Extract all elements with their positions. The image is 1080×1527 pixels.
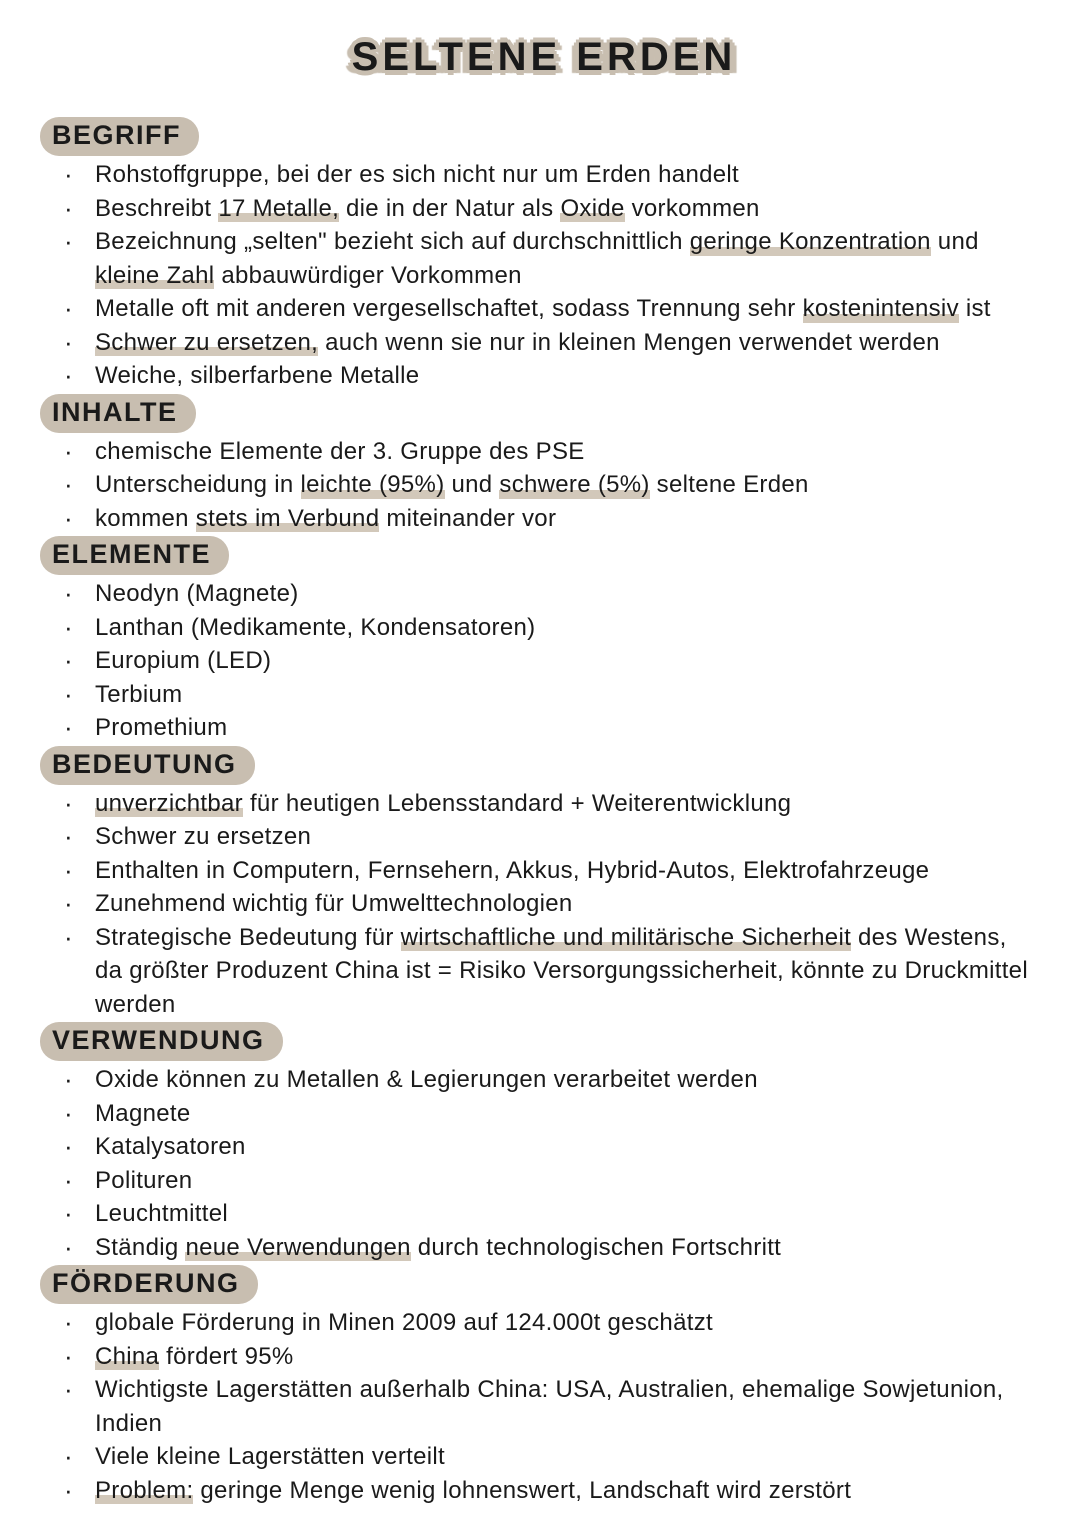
bullet-item: [48, 1097, 1040, 1131]
underlined-text: unverzichtbar: [95, 789, 243, 817]
text-segment: seltene Erden: [649, 471, 809, 498]
bullet-text: [95, 614, 535, 641]
text-segment: Wichtigste Lagerstätten außerhalb China: USA, Australien, ehemalige Sowjetunion, Indien: [95, 1376, 1004, 1437]
bullet-text: [95, 438, 585, 465]
text-segment: Ständig: [95, 1233, 186, 1261]
section-header: BEGRIFF: [40, 117, 199, 156]
bullet-item: [48, 644, 1040, 678]
bullet-item: [48, 1164, 1040, 1198]
bullet-item: [48, 1440, 1040, 1474]
text-segment: Viele kleine Lagerstätten verteilt: [95, 1443, 445, 1470]
bullet-dot-icon: ·: [64, 712, 73, 742]
bullet-item: [48, 820, 1040, 854]
bullet-dot-icon: ·: [64, 1198, 73, 1228]
text-segment: Strategische Bedeutung für: [95, 923, 401, 951]
text-segment: auch wenn sie nur in kleinen Mengen verwendet werden: [318, 328, 940, 356]
text-segment: Katalysatoren: [95, 1133, 246, 1160]
bullet-item: [48, 611, 1040, 645]
underlined-text: wirtschaftliche und militärische Sicherheit: [400, 923, 852, 951]
bullet-list: [48, 577, 1040, 745]
bullet-item: [48, 577, 1040, 611]
bullet-item: [48, 787, 1040, 821]
bullet-dot-icon: ·: [64, 854, 73, 885]
bullet-dot-icon: ·: [64, 578, 73, 608]
bullet-text: [95, 195, 760, 223]
underlined-text: China: [95, 1342, 160, 1370]
bullet-text: [95, 790, 791, 818]
bullet-text: [95, 890, 573, 917]
bullet-text: [95, 924, 1028, 1018]
bullet-dot-icon: ·: [64, 1164, 73, 1195]
text-segment: Bezeichnung „selten" bezieht sich auf durchschnittlich: [95, 228, 690, 255]
text-segment: vorkommen: [624, 194, 760, 222]
page-title: SELTENE ERDEN: [351, 35, 737, 79]
bullet-dot-icon: ·: [64, 1340, 73, 1371]
bullet-text: [95, 1133, 246, 1160]
text-segment: geringe Menge wenig lohnenswert, Landschaft wird zerstört: [193, 1476, 852, 1504]
bullet-dot-icon: ·: [64, 1374, 73, 1404]
section-bedeutung: [48, 745, 1040, 1022]
bullet-item: [48, 292, 1040, 326]
underlined-text: 17 Metalle,: [218, 194, 340, 222]
bullet-dot-icon: ·: [64, 1441, 73, 1471]
bullet-item: [48, 225, 1040, 292]
underlined-text: Problem:: [95, 1476, 194, 1504]
underlined-text: kleine Zahl: [95, 261, 215, 289]
bullet-item: [48, 854, 1040, 888]
bullet-text: [95, 1376, 1004, 1437]
bullet-list: [48, 435, 1040, 536]
bullet-dot-icon: ·: [64, 192, 73, 223]
bullet-item: [48, 887, 1040, 921]
bullet-dot-icon: ·: [64, 326, 73, 357]
bullet-dot-icon: ·: [64, 360, 73, 390]
bullet-text: [95, 580, 299, 607]
bullet-dot-icon: ·: [64, 1064, 73, 1094]
bullet-dot-icon: ·: [64, 293, 73, 323]
bullet-text: [95, 505, 556, 533]
bullet-text: [95, 857, 929, 884]
section-verwendung: [48, 1021, 1040, 1264]
text-segment: und: [930, 228, 979, 255]
bullet-text: [95, 362, 419, 389]
underlined-text: kostenintensiv: [802, 295, 959, 322]
bullet-text: [95, 647, 271, 674]
text-segment: Europium (LED): [95, 647, 272, 674]
bullet-dot-icon: ·: [64, 678, 73, 709]
text-segment: Zunehmend wichtig für Umwelttechnologien: [95, 890, 573, 917]
text-segment: Neodyn (Magnete): [95, 580, 299, 607]
text-segment: abbauwürdiger Vorkommen: [214, 261, 522, 289]
text-segment: die in der Natur als: [339, 194, 561, 222]
text-segment: globale Förderung in Minen 2009 auf 124.000t geschätzt: [95, 1309, 713, 1336]
section-elemente: [48, 535, 1040, 745]
bullet-dot-icon: ·: [64, 1474, 73, 1505]
text-segment: chemische Elemente der 3. Gruppe des PSE: [95, 437, 585, 465]
bullet-item: [48, 1231, 1040, 1265]
bullet-item: [48, 192, 1040, 226]
underlined-text: schwere (5%): [499, 471, 650, 498]
bullet-text: [95, 1200, 228, 1227]
text-segment: Polituren: [95, 1166, 193, 1194]
section-f-rderung: [48, 1264, 1040, 1507]
bullet-list: [48, 787, 1040, 1022]
bullet-dot-icon: ·: [64, 921, 73, 952]
underlined-text: geringe Konzentration: [689, 228, 931, 255]
text-segment: durch technologischen Fortschritt: [410, 1233, 782, 1261]
bullet-text: [95, 1234, 781, 1262]
bullet-text: [95, 295, 991, 323]
bullet-text: [95, 1477, 851, 1505]
section-header: INHALTE: [40, 394, 196, 433]
bullet-item: [48, 1063, 1040, 1097]
bullet-text: [95, 1443, 445, 1470]
section-inhalte: [48, 393, 1040, 536]
bullet-item: [48, 1340, 1040, 1374]
bullet-item: [48, 502, 1040, 536]
text-segment: für heutigen Lebensstandard + Weiterentwicklung: [242, 789, 792, 817]
underlined-text: Schwer zu ersetzen,: [95, 328, 319, 356]
underlined-text: leichte (95%): [300, 471, 445, 498]
text-segment: miteinander vor: [379, 504, 557, 532]
bullet-item: [48, 1130, 1040, 1164]
section-header: VERWENDUNG: [40, 1022, 283, 1061]
section-header: BEDEUTUNG: [40, 746, 255, 785]
text-segment: Promethium: [95, 714, 228, 741]
bullet-text: [95, 823, 311, 850]
bullet-item: [48, 468, 1040, 502]
text-segment: Unterscheidung in: [95, 471, 301, 498]
bullet-dot-icon: ·: [64, 435, 73, 466]
bullet-dot-icon: ·: [64, 787, 73, 818]
bullet-text: [95, 681, 182, 708]
bullet-dot-icon: ·: [64, 1231, 73, 1262]
text-segment: fördert 95%: [159, 1342, 294, 1370]
underlined-text: stets im Verbund: [195, 504, 380, 532]
bullet-dot-icon: ·: [64, 469, 73, 499]
bullet-dot-icon: ·: [64, 226, 73, 256]
underlined-text: neue Verwendungen: [185, 1233, 411, 1261]
bullet-item: [48, 435, 1040, 469]
bullet-dot-icon: ·: [64, 159, 73, 189]
bullet-dot-icon: ·: [64, 1097, 73, 1128]
section-begriff: [48, 116, 1040, 393]
bullet-text: [95, 161, 739, 188]
text-segment: Terbium: [95, 680, 183, 708]
text-segment: des Westens, da größter Produzent China ist = Risiko Versorgungssicherheit, könnte zu Druckmittel werden: [95, 923, 1028, 1018]
bullet-list: [48, 1306, 1040, 1507]
text-segment: ist: [958, 295, 991, 322]
text-segment: Oxide können zu Metallen & Legierungen verarbeitet werden: [95, 1066, 758, 1093]
bullet-text: [95, 471, 809, 499]
underlined-text: Oxide: [560, 194, 625, 222]
bullet-dot-icon: ·: [64, 888, 73, 918]
bullet-item: [48, 921, 1040, 1022]
bullet-text: [95, 1100, 191, 1127]
bullet-item: [48, 1373, 1040, 1440]
bullet-text: [95, 1167, 192, 1194]
bullet-list: [48, 1063, 1040, 1264]
bullet-dot-icon: ·: [64, 1131, 73, 1161]
bullet-text: [95, 1309, 713, 1336]
bullet-dot-icon: ·: [64, 821, 73, 851]
text-segment: Magnete: [95, 1099, 191, 1127]
bullet-item: [48, 158, 1040, 192]
bullet-dot-icon: ·: [64, 1307, 73, 1337]
bullet-dot-icon: ·: [64, 645, 73, 675]
bullet-text: [95, 228, 979, 290]
text-segment: Lanthan (Medikamente, Kondensatoren): [95, 613, 536, 641]
text-segment: Rohstoffgruppe, bei der es sich nicht nur um Erden handelt: [95, 161, 740, 188]
text-segment: kommen: [95, 504, 196, 532]
sections-container: [48, 116, 1040, 1507]
bullet-item: [48, 326, 1040, 360]
bullet-item: [48, 678, 1040, 712]
bullet-item: [48, 711, 1040, 745]
bullet-item: [48, 1197, 1040, 1231]
bullet-item: [48, 359, 1040, 393]
text-segment: Schwer zu ersetzen: [95, 823, 312, 850]
section-header: ELEMENTE: [40, 536, 229, 575]
text-segment: Leuchtmittel: [95, 1200, 228, 1227]
text-segment: Metalle oft mit anderen vergesellschaftet, sodass Trennung sehr: [95, 295, 803, 322]
bullet-dot-icon: ·: [64, 502, 73, 533]
bullet-item: [48, 1306, 1040, 1340]
bullet-text: [95, 1343, 294, 1371]
bullet-text: [95, 329, 940, 357]
bullet-list: [48, 158, 1040, 393]
text-segment: und: [444, 471, 500, 498]
text-segment: Weiche, silberfarbene Metalle: [95, 362, 420, 389]
bullet-text: [95, 1066, 758, 1093]
section-header: FÖRDERUNG: [40, 1265, 258, 1304]
bullet-text: [95, 714, 227, 741]
bullet-dot-icon: ·: [64, 611, 73, 642]
bullet-item: [48, 1474, 1040, 1508]
text-segment: Beschreibt: [95, 194, 219, 222]
text-segment: Enthalten in Computern, Fernsehern, Akkus, Hybrid-Autos, Elektrofahrzeuge: [95, 856, 930, 884]
